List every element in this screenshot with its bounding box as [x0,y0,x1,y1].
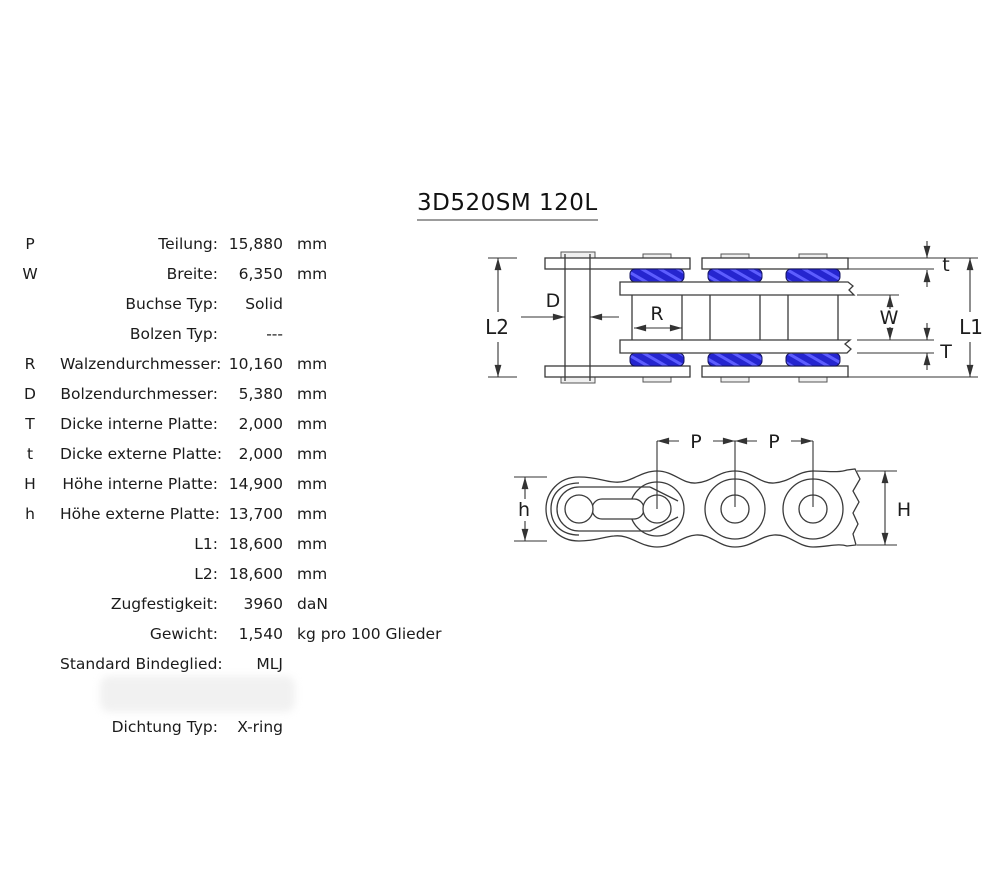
outer-plate [545,366,690,377]
dim-label-d: D [545,290,561,312]
row-symbol: R [24,355,36,373]
row-unit: kg pro 100 Glieder [297,625,442,643]
row-label: Teilung: [158,235,218,253]
row-value: MLJ [256,655,283,673]
table-row [0,499,540,529]
x-ring-seal [786,269,840,282]
x-ring-seal [630,269,684,282]
outer-plate [702,258,848,269]
x-ring-seal [708,269,762,282]
dim-label-h-small: h [517,499,531,521]
dim-label-t-big: T [940,341,952,363]
row-unit: daN [297,595,328,613]
row-unit: mm [297,415,328,433]
row-unit: mm [297,535,328,553]
spec-table [0,229,540,742]
row-value: 18,600 [228,535,283,553]
row-unit: mm [297,265,328,283]
dim-label-h-big: H [896,499,912,521]
dim-label-l1: L1 [959,315,983,339]
row-value: 10,160 [228,355,283,373]
row-symbol: t [26,445,34,463]
table-row [0,259,540,289]
dim-label-r: R [650,303,664,325]
pin-head-tab [799,377,827,382]
table-row [0,379,540,409]
dim-label-w: W [879,307,899,329]
dim-label-t-small: t [942,254,950,276]
row-value: 13,700 [228,505,283,523]
clip-slot [592,499,644,519]
row-value: 18,600 [228,565,283,583]
row-unit: mm [297,475,328,493]
table-row [0,439,540,469]
outer-plate [545,258,690,269]
row-unit: mm [297,565,328,583]
row-value: Solid [245,295,283,313]
x-ring-seal [708,353,762,366]
dim-label-p: P [690,431,702,453]
row-symbol: P [25,235,35,253]
page-title: 3D520SM 120L [417,190,598,221]
row-unit: mm [297,355,328,373]
row-value: 2,000 [238,415,283,433]
row-label: Zugfestigkeit: [110,595,218,613]
dim-label-l2: L2 [485,315,509,339]
row-value: 6,350 [238,265,283,283]
table-row [0,319,540,349]
row-label: L1: [194,535,218,553]
table-row [0,289,540,319]
table-row [0,559,540,589]
row-value: 1,540 [238,625,283,643]
x-ring-seal [786,353,840,366]
table-row [0,589,540,619]
row-label: Walzendurchmesser: [60,355,222,373]
pin-hole [565,495,593,523]
row-value: 2,000 [238,445,283,463]
inner-plate [620,282,854,295]
row-label: Breite: [166,265,218,283]
row-unit: mm [297,385,328,403]
outer-plate [702,366,848,377]
pin-head-tab [643,377,671,382]
pin-head-tab [721,377,749,382]
erased-watermark [100,676,295,712]
row-label: Gewicht: [149,625,218,643]
table-row [0,649,540,679]
row-symbol: D [24,385,36,403]
dim-label-p: P [768,431,780,453]
row-label: Buchse Typ: [125,295,218,313]
row-value: 5,380 [238,385,283,403]
row-symbol: H [24,475,36,493]
row-unit: mm [297,235,328,253]
row-symbol: h [25,505,35,523]
table-row [0,469,540,499]
row-label: Bolzendurchmesser: [60,385,218,403]
row-label: Dicke interne Platte: [60,415,218,433]
row-value: 3960 [243,595,283,613]
row-label: Bolzen Typ: [129,325,218,343]
row-value: 14,900 [228,475,283,493]
row-symbol: W [22,265,38,283]
table-row [0,229,540,259]
row-label: Standard Bindeglied: [60,655,223,673]
chain-cross-section-diagram [485,241,983,383]
row-unit: mm [297,505,328,523]
row-label: Höhe externe Platte: [60,505,220,523]
table-row [0,349,540,379]
chain-diagrams [480,230,1000,570]
table-row [0,712,540,742]
row-value: --- [266,325,283,343]
table-row [0,529,540,559]
row-symbol: T [25,415,35,433]
row-label: Dicke externe Platte: [60,445,223,463]
x-ring-seal [630,353,684,366]
row-value: 15,880 [228,235,283,253]
row-label: L2: [194,565,218,583]
row-label: Höhe interne Platte: [62,475,218,493]
table-row [0,409,540,439]
row-unit: mm [297,445,328,463]
row-label: Dichtung Typ: [111,718,218,736]
row-value: X-ring [237,718,283,736]
chain-side-view-diagram [514,431,911,547]
table-row [0,619,540,649]
inner-plate [620,340,851,353]
